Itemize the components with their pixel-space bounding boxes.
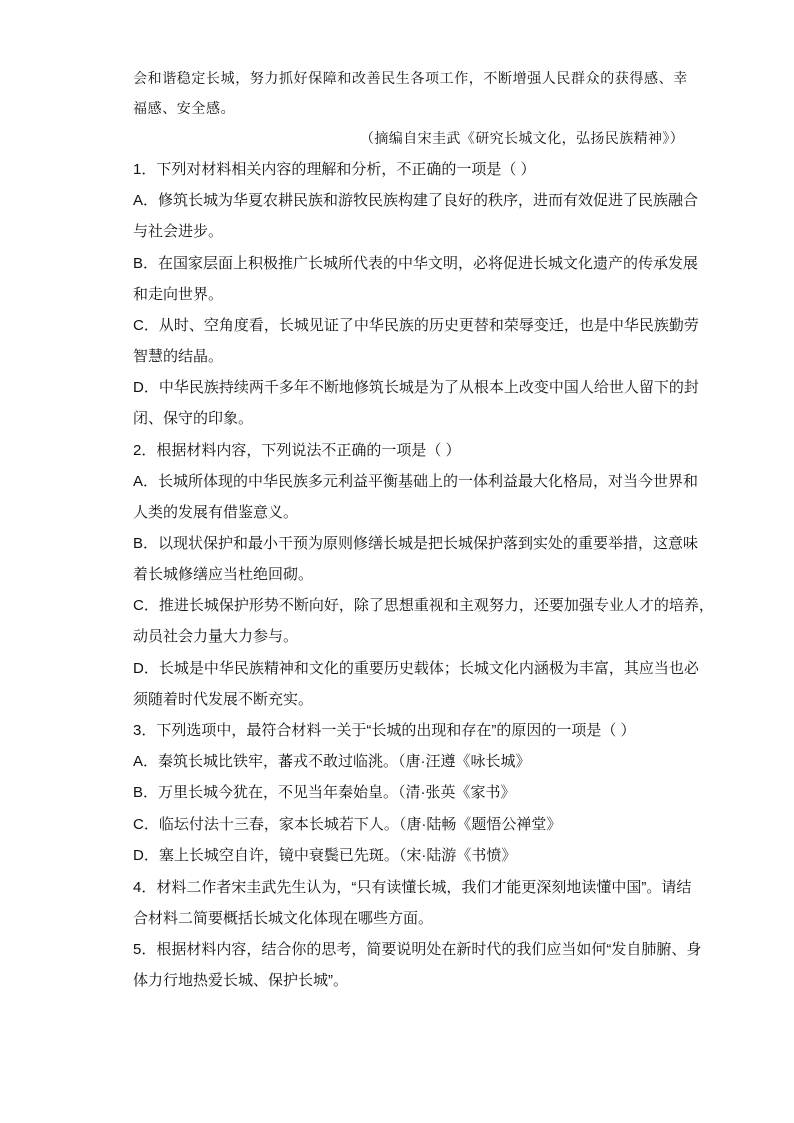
source-citation: （摘编自宋圭武《研究长城文化，弘扬民族精神》） — [360, 131, 685, 147]
question-3-option-d: D．塞上长城空自许，镜中衰鬓已先斑。（宋·陆游《书愤》 — [133, 847, 517, 864]
question-4-stem-cont: 合材料二简要概括长城文化体现在哪些方面。 — [133, 910, 434, 927]
intro-line-1: 会和谐稳定长城，努力抓好保障和改善民生各项工作，不断增强人民群众的获得感、幸 — [133, 71, 688, 87]
question-2-option-d-cont: 须随着时代发展不断充实。 — [133, 691, 314, 708]
question-1-option-d: D．中华民族持续两千多年不断地修筑长城是为了从根本上改变中国人给世人留下的封 — [133, 379, 699, 396]
question-2-option-d: D．长城是中华民族精神和文化的重要历史载体；长城文化内涵极为丰富，其应当也必 — [133, 660, 699, 677]
question-2-stem: 2．根据材料内容，下列说法不正确的一项是（ ） — [133, 442, 461, 459]
question-5-stem: 5．根据材料内容，结合你的思考，简要说明处在新时代的我们应当如何“发自肺腑、身 — [133, 941, 702, 958]
question-1-option-d-cont: 闭、保守的印象。 — [133, 410, 254, 427]
question-2-option-c: C．推进长城保护形势不断向好，除了思想重视和主观努力，还要加强专业人才的培养， — [133, 597, 714, 614]
question-2-option-a-cont: 人类的发展有借鉴意义。 — [133, 504, 299, 521]
question-1-option-b: B．在国家层面上积极推广长城所代表的中华文明，必将促进长城文化遗产的传承发展 — [133, 255, 699, 272]
question-2-option-c-cont: 动员社会力量大力参与。 — [133, 628, 299, 645]
question-2-option-a: A．长城所体现的中华民族多元利益平衡基础上的一体利益最大化格局，对当今世界和 — [133, 473, 699, 490]
question-3-option-c: C．临坛付法十三春，家本长城若下人。（唐·陆畅《题悟公禅堂》 — [133, 816, 562, 833]
question-3-stem: 3．下列选项中，最符合材料一关于“长城的出现和存在”的原因的一项是（ ） — [133, 722, 636, 739]
question-3-option-a: A．秦筑长城比铁牢，蕃戎不敢过临洮。（唐·汪遵《咏长城》 — [133, 753, 531, 770]
intro-line-2: 福感、安全感。 — [133, 101, 236, 117]
question-1-option-b-cont: 和走向世界。 — [133, 286, 224, 303]
question-3-option-b: B．万里长城今犹在，不见当年秦始皇。（清·张英《家书》 — [133, 784, 516, 801]
question-1-option-c-cont: 智慧的结晶。 — [133, 348, 224, 365]
question-1-option-a: A．修筑长城为华夏农耕民族和游牧民族构建了良好的秩序，进而有效促进了民族融合 — [133, 192, 699, 209]
question-1-option-c: C．从时、空角度看，长城见证了中华民族的历史更替和荣辱变迁，也是中华民族勤劳 — [133, 317, 699, 334]
question-5-stem-cont: 体力行地热爱长城、保护长城”。 — [133, 972, 348, 989]
question-1-option-a-cont: 与社会进步。 — [133, 223, 224, 240]
question-1-stem: 1．下列对材料相关内容的理解和分析，不正确的一项是（ ） — [133, 161, 536, 178]
question-4-stem: 4．材料二作者宋圭武先生认为，“只有读懂长城，我们才能更深刻地读懂中国”。请结 — [133, 879, 692, 896]
question-2-option-b: B．以现状保护和最小干预为原则修缮长城是把长城保护落到实处的重要举措，这意味 — [133, 535, 699, 552]
question-2-option-b-cont: 着长城修缮应当杜绝回砌。 — [133, 566, 314, 583]
